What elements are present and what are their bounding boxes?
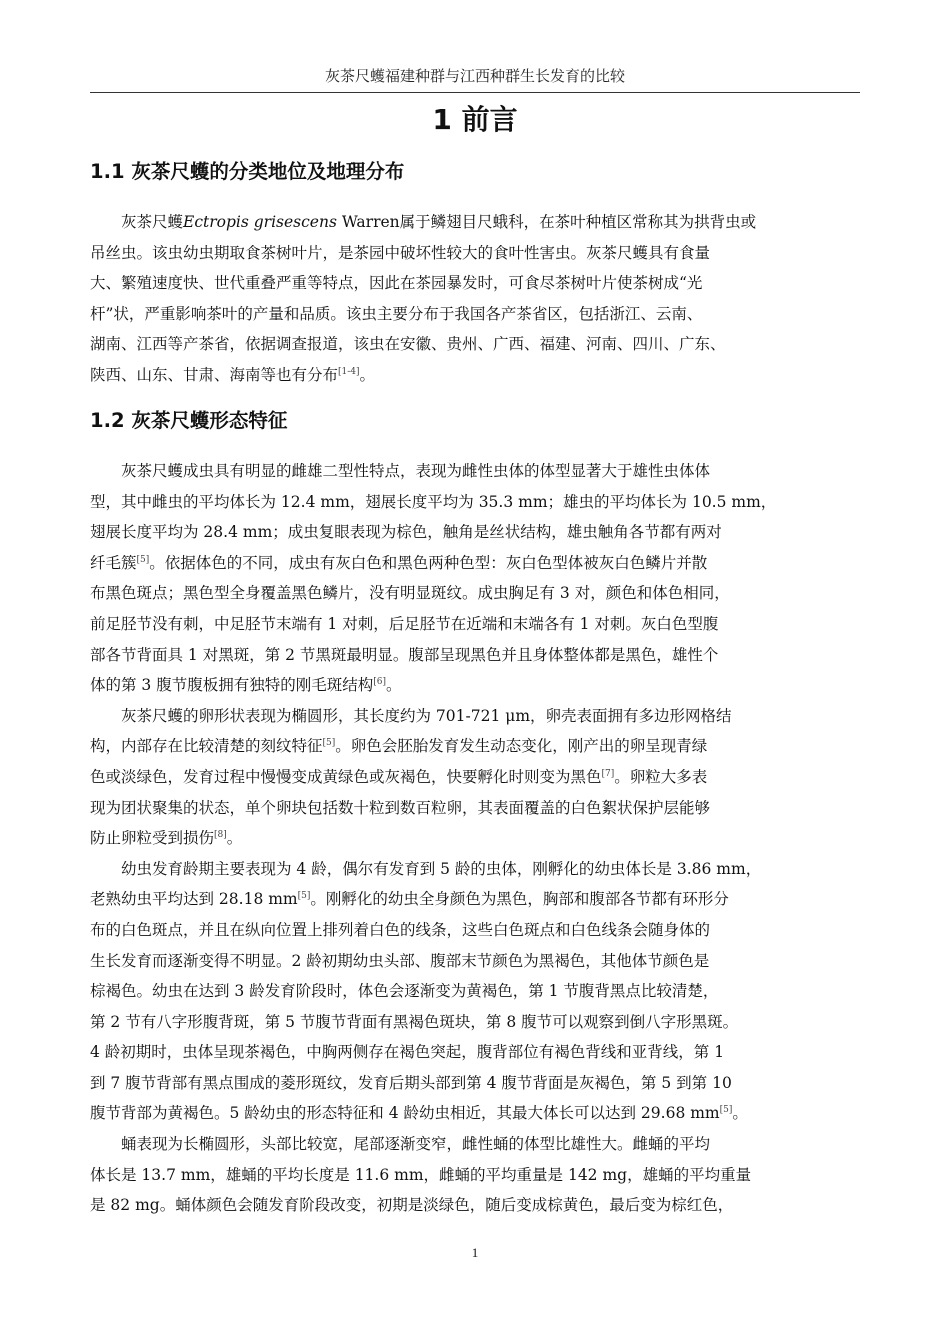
text-line	[90, 517, 860, 548]
text-line	[90, 1098, 860, 1129]
line-text: 纤毛簇	[90, 553, 137, 572]
section-1-1-body	[90, 207, 860, 391]
page-number: 1	[471, 1245, 479, 1260]
line-text: 灰茶尺蠖的卵形状表现为椭圆形，其长度约为 701-721 μm，卵壳表面拥有多边形网格结	[121, 706, 732, 725]
line-text: 老熟幼虫平均达到 28.18 mm	[90, 890, 298, 909]
line-text: Warren属于鳞翅目尺蛾科，在茶叶种植区常称其为拱背虫或	[336, 213, 757, 231]
line-text: 。依据体色的不同，成虫有灰白色和黑色两种色型：灰白色型体被灰白色鳞片并散	[149, 553, 708, 572]
line-text: 型，其中雌虫的平均体长为 12.4 mm，翅展长度平均为 35.3 mm；雄虫的平均体长为 10.5 mm，	[90, 492, 777, 511]
line-text: 构，内部存在比较清楚的刻纹特征	[90, 737, 323, 756]
line-text: 色或淡绿色，发育过程中慢慢变成黄绿色或灰褐色，快要孵化时则变为黑色	[90, 767, 602, 786]
line-text: 现为团状聚集的状态，单个卵块包括数十粒到数百粒卵，其表面覆盖的白色絮状保护层能够	[90, 798, 711, 817]
text-line	[90, 701, 860, 732]
citation-superscript[interactable]: [5]	[136, 554, 150, 565]
line-text: 。	[732, 1104, 748, 1123]
citation-superscript[interactable]: [1-4]	[338, 366, 360, 377]
text-line	[90, 207, 860, 238]
line-text: 防止卵粒受到损伤	[90, 829, 215, 848]
text-line	[90, 793, 860, 824]
text-line	[90, 268, 860, 299]
text-line	[90, 1007, 860, 1038]
text-line	[90, 731, 860, 762]
text-line	[90, 976, 860, 1007]
text-line	[90, 946, 860, 977]
text-line	[90, 329, 860, 360]
citation-superscript[interactable]: [7]	[601, 768, 615, 779]
line-text: 。卵色会胚胎发育发生动态变化，刚产出的卵呈现青绿	[335, 737, 708, 756]
citation-superscript[interactable]: [5]	[322, 738, 336, 749]
line-text: 前足胫节没有刺，中足胫节末端有 1 对刺，后足胫节在近端和末端各有 1 对刺。灰白色型腹	[90, 614, 719, 633]
chapter-title: 1 前言	[432, 103, 518, 136]
citation-superscript[interactable]: [8]	[214, 829, 227, 840]
text-line	[90, 1190, 860, 1221]
line-text: 到 7 腹节背部有黑点围成的菱形斑纹，发育后期头部到第 4 腹节背面是灰褐色，第 5 到第 10	[90, 1073, 732, 1092]
text-line	[90, 548, 860, 579]
text-line	[90, 1129, 860, 1160]
line-text: 4 龄初期时，虫体呈现茶褐色，中胸两侧存在褐色突起，腹背部位有褐色背线和亚背线，第 1	[90, 1043, 725, 1062]
text-line	[90, 670, 860, 701]
text-line	[90, 238, 860, 269]
text-line	[90, 1068, 860, 1099]
line-text: 是 82 mg。蛹体颜色会随发育阶段改变，初期是淡绿色，随后变成棕黄色，最后变为棕红色，	[90, 1196, 734, 1215]
line-text: 腹节背部为黄褐色。5 龄幼虫的形态特征和 4 龄幼虫相近，其最大体长可以达到 29.68 mm	[90, 1104, 720, 1123]
text-line	[90, 1160, 860, 1191]
line-text: 幼虫发育龄期主要表现为 4 龄，偶尔有发育到 5 龄的虫体，刚孵化的幼虫体长是 3.86 mm，	[121, 859, 762, 878]
line-text: 湖南、江西等产茶省，依据调查报道，该虫在安徽、贵州、广西、福建、河南、四川、广东、	[90, 335, 726, 354]
line-text: 体长是 13.7 mm，雄蛹的平均长度是 11.6 mm，雌蛹的平均重量是 142 mg，雄蛹的平均重量	[90, 1165, 752, 1184]
text-line	[90, 1037, 860, 1068]
text-line	[90, 609, 860, 640]
text-line	[90, 360, 860, 391]
section-1-2-body	[90, 456, 860, 1221]
line-text: 灰茶尺蠖成虫具有明显的雌雄二型性特点，表现为雌性虫体的体型显著大于雄性虫体体	[121, 462, 711, 480]
text-line	[90, 299, 860, 330]
text-line	[90, 854, 860, 885]
line-text: 杆”状，严重影响茶叶的产量和品质。该虫主要分布于我国各产茶省区，包括浙江、云南、	[90, 304, 703, 323]
line-text: 。卵粒大多表	[614, 767, 708, 786]
line-text: 吊丝虫。该虫幼虫期取食茶树叶片，是茶园中破坏性较大的食叶性害虫。灰茶尺蠖具有食量	[90, 243, 711, 262]
section-heading-1-2: 1.2 灰茶尺蠖形态特征	[90, 409, 288, 432]
citation-superscript[interactable]: [5]	[719, 1105, 733, 1116]
line-text: 部各节背面具 1 对黑斑，第 2 节黑斑最明显。腹部呈现黑色并且身体整体都是黑色，雄性个	[90, 645, 719, 664]
line-text: 。	[385, 676, 402, 695]
line-text: 。	[226, 829, 243, 848]
text-line	[90, 762, 860, 793]
species-name: Ectropis grisescens	[183, 213, 337, 231]
line-text: 第 2 节有八字形腹背斑，第 5 节腹节背面有黑褐色斑块，第 8 腹节可以观察到倒八字形黑斑。	[90, 1012, 739, 1031]
line-text: 蛹表现为长椭圆形，头部比较宽，尾部逐渐变窄，雌性蛹的体型比雄性大。雌蛹的平均	[121, 1135, 711, 1154]
line-text: 。刚孵化的幼虫全身颜色为黑色，胸部和腹部各节都有环形分	[310, 890, 729, 909]
citation-superscript[interactable]: [6]	[373, 677, 386, 687]
text-line	[90, 456, 860, 487]
line-text: 体的第 3 腹节腹板拥有独特的刚毛斑结构	[90, 676, 374, 695]
line-text: 陕西、山东、甘肃、海南等也有分布	[90, 365, 339, 384]
line-text: 布的白色斑点，并且在纵向位置上排列着白色的线条，这些白色斑点和白色线条会随身体的	[90, 920, 711, 939]
running-header: 灰茶尺蠖福建种群与江西种群生长发育的比较	[324, 67, 625, 85]
citation-superscript[interactable]: [5]	[297, 891, 311, 902]
text-line	[90, 915, 860, 946]
line-text: 大、繁殖速度快、世代重叠严重等特点，因此在茶园暴发时，可食尽茶树叶片使茶树成“光	[90, 274, 703, 293]
line-text: 。	[359, 365, 376, 384]
section-heading-1-1: 1.1 灰茶尺蠖的分类地位及地理分布	[90, 160, 405, 183]
header-rule	[90, 92, 860, 93]
text-line	[90, 487, 860, 518]
text-line	[90, 884, 860, 915]
text-line	[90, 578, 860, 609]
line-text: 灰茶尺蠖	[121, 213, 184, 231]
text-line	[90, 640, 860, 671]
line-text: 棕褐色。幼虫在达到 3 龄发育阶段时，体色会逐渐变为黄褐色，第 1 节腹背黑点比较清楚，	[90, 982, 719, 1001]
line-text: 生长发育而逐渐变得不明显。2 龄初期幼虫头部、腹部末节颜色为黑褐色，其他体节颜色是	[90, 951, 710, 970]
line-text: 翅展长度平均为 28.4 mm；成虫复眼表现为棕色，触角是丝状结构，雄虫触角各节都有两对	[90, 523, 722, 542]
line-text: 布黑色斑点；黑色型全身覆盖黑色鳞片，没有明显斑纹。成虫胸足有 3 对，颜色和体色相同，	[90, 584, 730, 603]
text-line	[90, 823, 860, 854]
